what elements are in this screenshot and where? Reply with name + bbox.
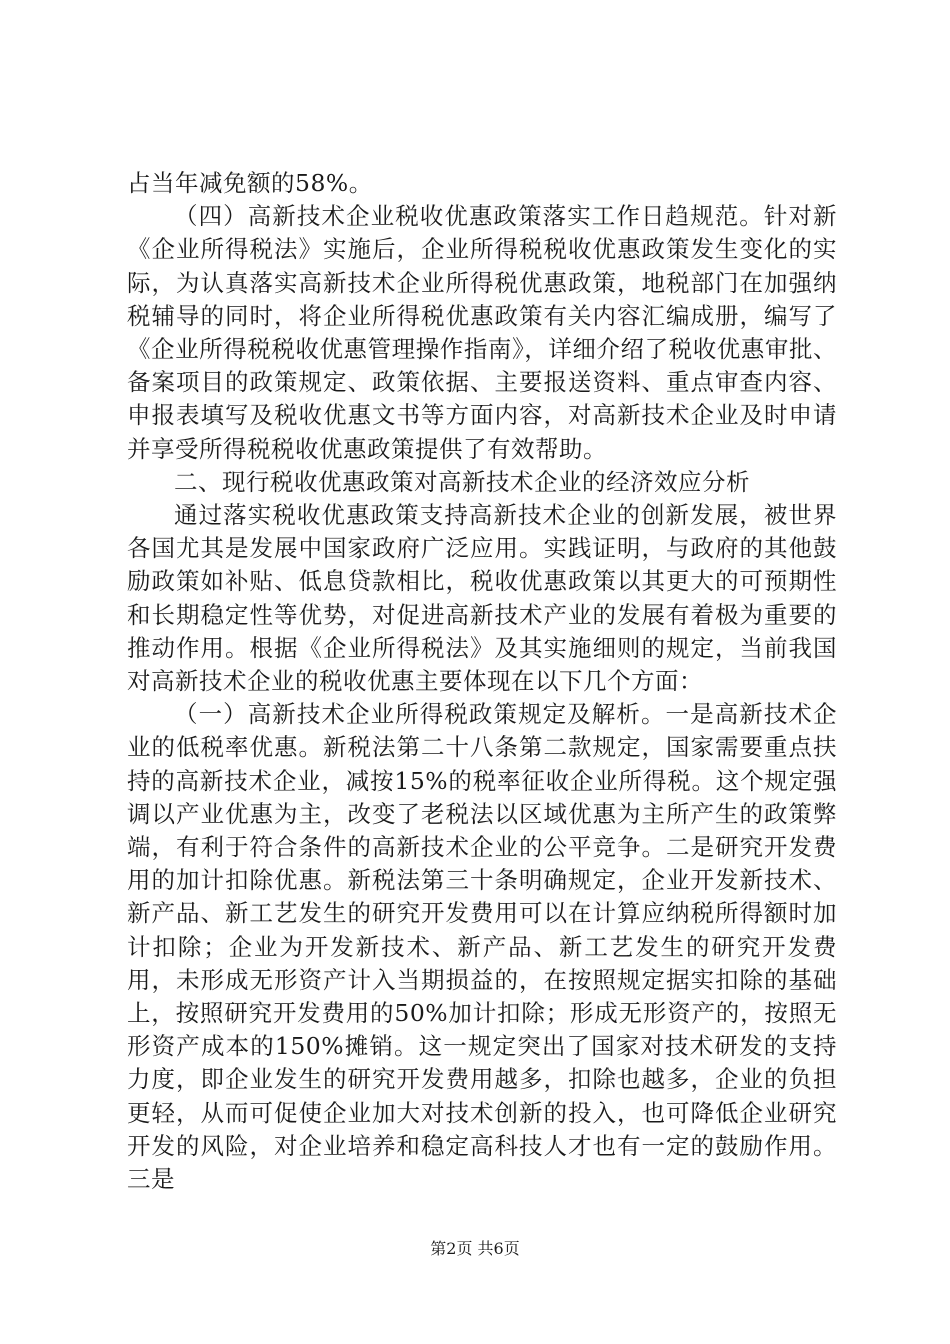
paragraph-section-one: （一）高新技术企业所得税政策规定及解析。一是高新技术企业的低税率优惠。新税法第二十八条第二款规定，国家需要重点扶持的高新技术企业，减按15%的税率征收企业所得税。这个规定强调以产业优惠为主，改变了老税法以区域优惠为主所产生的政策弊端，有利于符合条件的高新技术企业的公平竞争。二是研究开发费用的加计扣除优惠。新税法第三十条明确规定，企业开发新技术、新产品、新工艺发生的研究开发费用可以在计算应纳税所得额时加计扣除；企业为开发新技术、新产品、新工艺发生的研究开发费用，未形成无形资产计入当期损益的，在按照规定据实扣除的基础上，按照研究开发费用的50%加计扣除；形成无形资产的，按照无形资产成本的150%摊销。这一规定突出了国家对技术研发的支持力度，即企业发生的研究开发费用越多，扣除也越多，企业的负担更轻，从而可促使企业加大对技术创新的投入，也可降低企业研究开发的风险，对企业培养和稳定高科技人才也有一定的鼓励作用。三是	[127, 700, 837, 1194]
paragraph-continuation: 占当年减免额的58%。	[127, 169, 373, 197]
section-heading: 二、现行税收优惠政策对高新技术企业的经济效应分析	[174, 467, 750, 496]
paragraph-section-four: （四）高新技术企业税收优惠政策落实工作日趋规范。针对新《企业所得税法》实施后，企业所得税税收优惠政策发生变化的实际，为认真落实高新技术企业所得税优惠政策，地税部门在加强纳税辅导的同时，将企业所得税优惠政策有关内容汇编成册，编写了《企业所得税税收优惠管理操作指南》，详细介绍了税收优惠审批、备案项目的政策规定、政策依据、主要报送资料、重点审查内容、申报表填写及税收优惠文书等方面内容，对高新技术企业及时申请并享受所得税税收优惠政策提供了有效帮助。	[127, 202, 837, 463]
page-footer: 第2页 共6页	[430, 1239, 520, 1258]
document-body	[127, 167, 837, 1196]
paragraph-intro: 通过落实税收优惠政策支持高新技术企业的创新发展，被世界各国尤其是发展中国家政府广泛应用。实践证明，与政府的其他鼓励政策如补贴、低息贷款相比，税收优惠政策以其更大的可预期性和长期稳定性等优势，对促进高新技术产业的发展有着极为重要的推动作用。根据《企业所得税法》及其实施细则的规定，当前我国对高新技术企业的税收优惠主要体现在以下几个方面：	[127, 501, 837, 696]
